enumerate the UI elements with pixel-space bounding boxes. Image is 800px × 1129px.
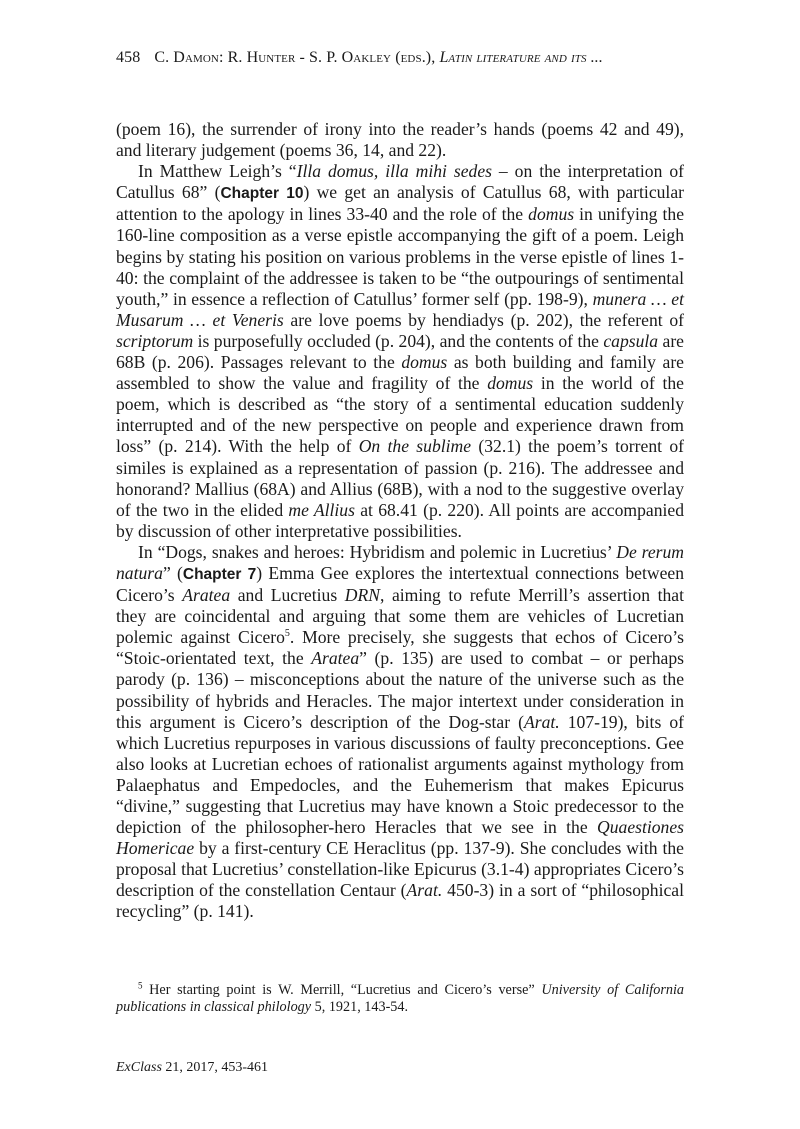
journal-name: ExClass [116, 1060, 162, 1075]
page-number: 458 [116, 49, 141, 66]
page-footer [116, 1060, 268, 1076]
footnote-5: $^5$ Her starting point is W. Merrill, “Lucretius and Cicero’s verse” University of California publications in classical philology 5, 1921, 143-54. [116, 980, 684, 1015]
footnote-number: 5 [138, 980, 143, 991]
footnote-ref[interactable]: 5 [284, 628, 290, 640]
reviewer-name: C. Damon [154, 49, 219, 66]
body-text [116, 119, 684, 923]
paragraph-2: In Matthew Leigh’s “Illa domus, illa mihi sedes – on the interpretation of Catullus 68” (Chapter 10) we get an analysis of Catullus 68, with particular attention to the apology in lines 33-40 and the role of the domus in unifying the 160-line composition as a verse epistle accompanying the gift of a poem. Leigh begins by stating his position on various problems in the verse epistle of lines 1-40: the complaint of the addressee is taken to be “the outpourings of sentimental youth,” in essence a reflection of Catullus’ former self (pp. 198-9), munera … et Musarum … et Veneris are love poems by hendiadys (p. 202), the referent of scriptorum is purposefully occluded (p. 204), and the contents of the capsula are 68B (p. 206). Passages relevant to the domus as both building and family are assembled to show the value and fragility of the domus in the world of the poem, which is described as “the story of a sentimental education suddenly interrupted and of the new perspective on people and experience drawn from loss” (p. 214). With the help of On the sublime (32.1) the poem’s torrent of similes is explained as a representation of passion (p. 216). The addressee and honorand? Mallius (68A) and Allius (68B), with a nod to the suggestive overlay of the two in the elided me Allius at 68.41 (p. 220). All points are accompanied by discussion of other interpretative possibilities. [116, 161, 685, 541]
journal-citation: 21, 2017, 453-461 [161, 1060, 269, 1075]
eds-label: (eds.) [395, 49, 432, 66]
editors: R. Hunter - S. P. Oakley [227, 49, 392, 66]
chapter-ref: Chapter 10 [220, 185, 304, 203]
book-title: Latin literature and its ... [439, 49, 603, 66]
chapter-ref: Chapter 7 [182, 565, 257, 583]
paragraph-1: (poem 16), the surrender of irony into the reader’s hands (poems 42 and 49), and literary judgement (poems 36, 14, and 22). [116, 119, 684, 161]
running-head: 458 C. Damon: R. Hunter - S. P. Oakley (eds.), Latin literature and its ... [116, 49, 603, 66]
footnotes [116, 982, 684, 1016]
paragraph-3: In “Dogs, snakes and heroes: Hybridism and polemic in Lucretius’ De rerum natura” (Chapter 7) Emma Gee explores the intertextual connections between Cicero’s Aratea and Lucretius DRN, aiming to refute Merrill’s assertion that they are coincidental and arguing that some them are vehicles of Lucretian polemic against Cicero$^5$. More precisely, she suggests that echos of Cicero’s “Stoic-orientated text, the Aratea” (p. 135) are used to combat – or perhaps parody (p. 136) – misconceptions about the nature of the universe such as the possibility of hybrids and Heracles. The major intertext under consideration in this argument is Cicero’s description of the Dog-star (Arat. 107-19), bits of which Lucretius repurposes in various discussions of faulty preconceptions. Gee also looks at Lucretian echoes of rationalist arguments against mythology from Palaephatus and Empedocles, and the Euhemerism that makes Epicurus “divine,” suggesting that Lucretius may have known a Stoic predecessor to the depiction of the philosopher-hero Heracles that we see in the Quaestiones Homericae by a first-century CE Heraclitus (pp. 137-9). She concludes with the proposal that Lucretius’ constellation-like Epicurus (3.1-4) appropriates Cicero’s description of the constellation Centaur (Arat. 450-3) in a sort of “philosophical recycling” (p. 141). [116, 541, 685, 922]
